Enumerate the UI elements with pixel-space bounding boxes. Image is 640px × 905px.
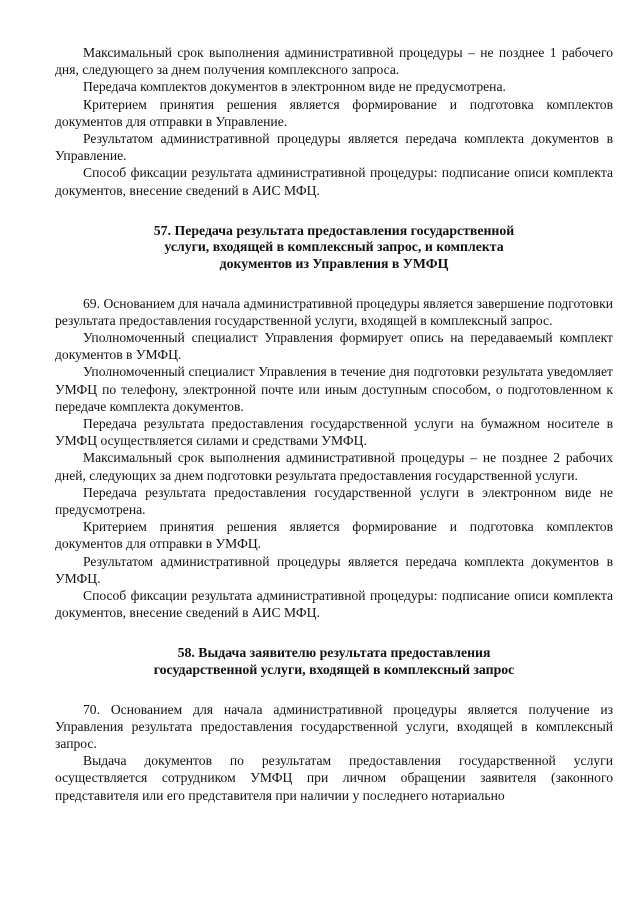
paragraph: Передача результата предоставления государственной услуги в электронном виде не предусмотрена. [55,484,613,518]
paragraph: Уполномоченный специалист Управления формирует опись на передаваемый комплект документов в УМФЦ. [55,330,613,363]
heading-line: государственной услуги, входящей в комплексный запрос [153,662,515,678]
paragraph: Результатом административной процедуры является передача комплекта документов в Управление. [55,131,613,164]
paragraph: 70. Основанием для начала административной процедуры является получение из Управления результата предоставления государственной услуги, входящей в комплексный запрос. [55,701,613,752]
paragraph: Максимальный срок выполнения административной процедуры – не позднее 2 рабочих дней, следующих за днем подготовки результата предоставления государственной услуги. [55,450,613,483]
section-57-heading [55,223,613,273]
paragraph: Передача результата предоставления государственной услуги на бумажном носителе в УМФЦ осуществляется силами и средствами УМФЦ. [55,416,613,449]
document-page [55,44,613,804]
paragraph: 69. Основанием для начала административной процедуры является завершение подготовки результата предоставления государственной услуги, входящей в комплексный запрос. [55,295,613,328]
paragraph: Критерием принятия решения является формирование и подготовка комплектов документов для отправки в Управление. [55,96,613,129]
section-58-heading [55,645,613,678]
paragraph: Критерием принятия решения является формирование и подготовка комплектов документов для отправки в УМФЦ. [55,519,613,552]
heading-line: документов из Управления в УМФЦ [219,256,449,272]
paragraph: Передача комплектов документов в электронном виде не предусмотрена. [83,79,506,95]
paragraph: Способ фиксации результата административной процедуры: подписание описи комплекта документов, внесение сведений в АИС МФЦ. [55,165,613,198]
paragraph: Способ фиксации результата административной процедуры: подписание описи комплекта документов, внесение сведений в АИС МФЦ. [55,588,613,621]
heading-line: 57. Передача результата предоставления государственной [153,222,515,238]
heading-line: 58. Выдача заявителю результата предоставления [177,645,491,661]
heading-line: услуги, входящей в комплексный запрос, и комплекта [164,239,504,255]
paragraph: Результатом административной процедуры является передача комплекта документов в УМФЦ. [55,553,613,586]
paragraph: Уполномоченный специалист Управления в течение дня подготовки результата уведомляет УМФЦ по телефону, электронной почте или иным доступным способом, о подготовленном к передаче комплекта документов. [55,364,613,414]
paragraph: Выдача документов по результатам предоставления государственной услуги осуществляется сотрудником УМФЦ при личном обращении заявителя (законного представителя или его представителя при наличии у последнего нотариально [55,753,613,803]
paragraph: Максимальный срок выполнения административной процедуры – не позднее 1 рабочего дня, следующего за днем получения комплексного запроса. [55,45,613,78]
